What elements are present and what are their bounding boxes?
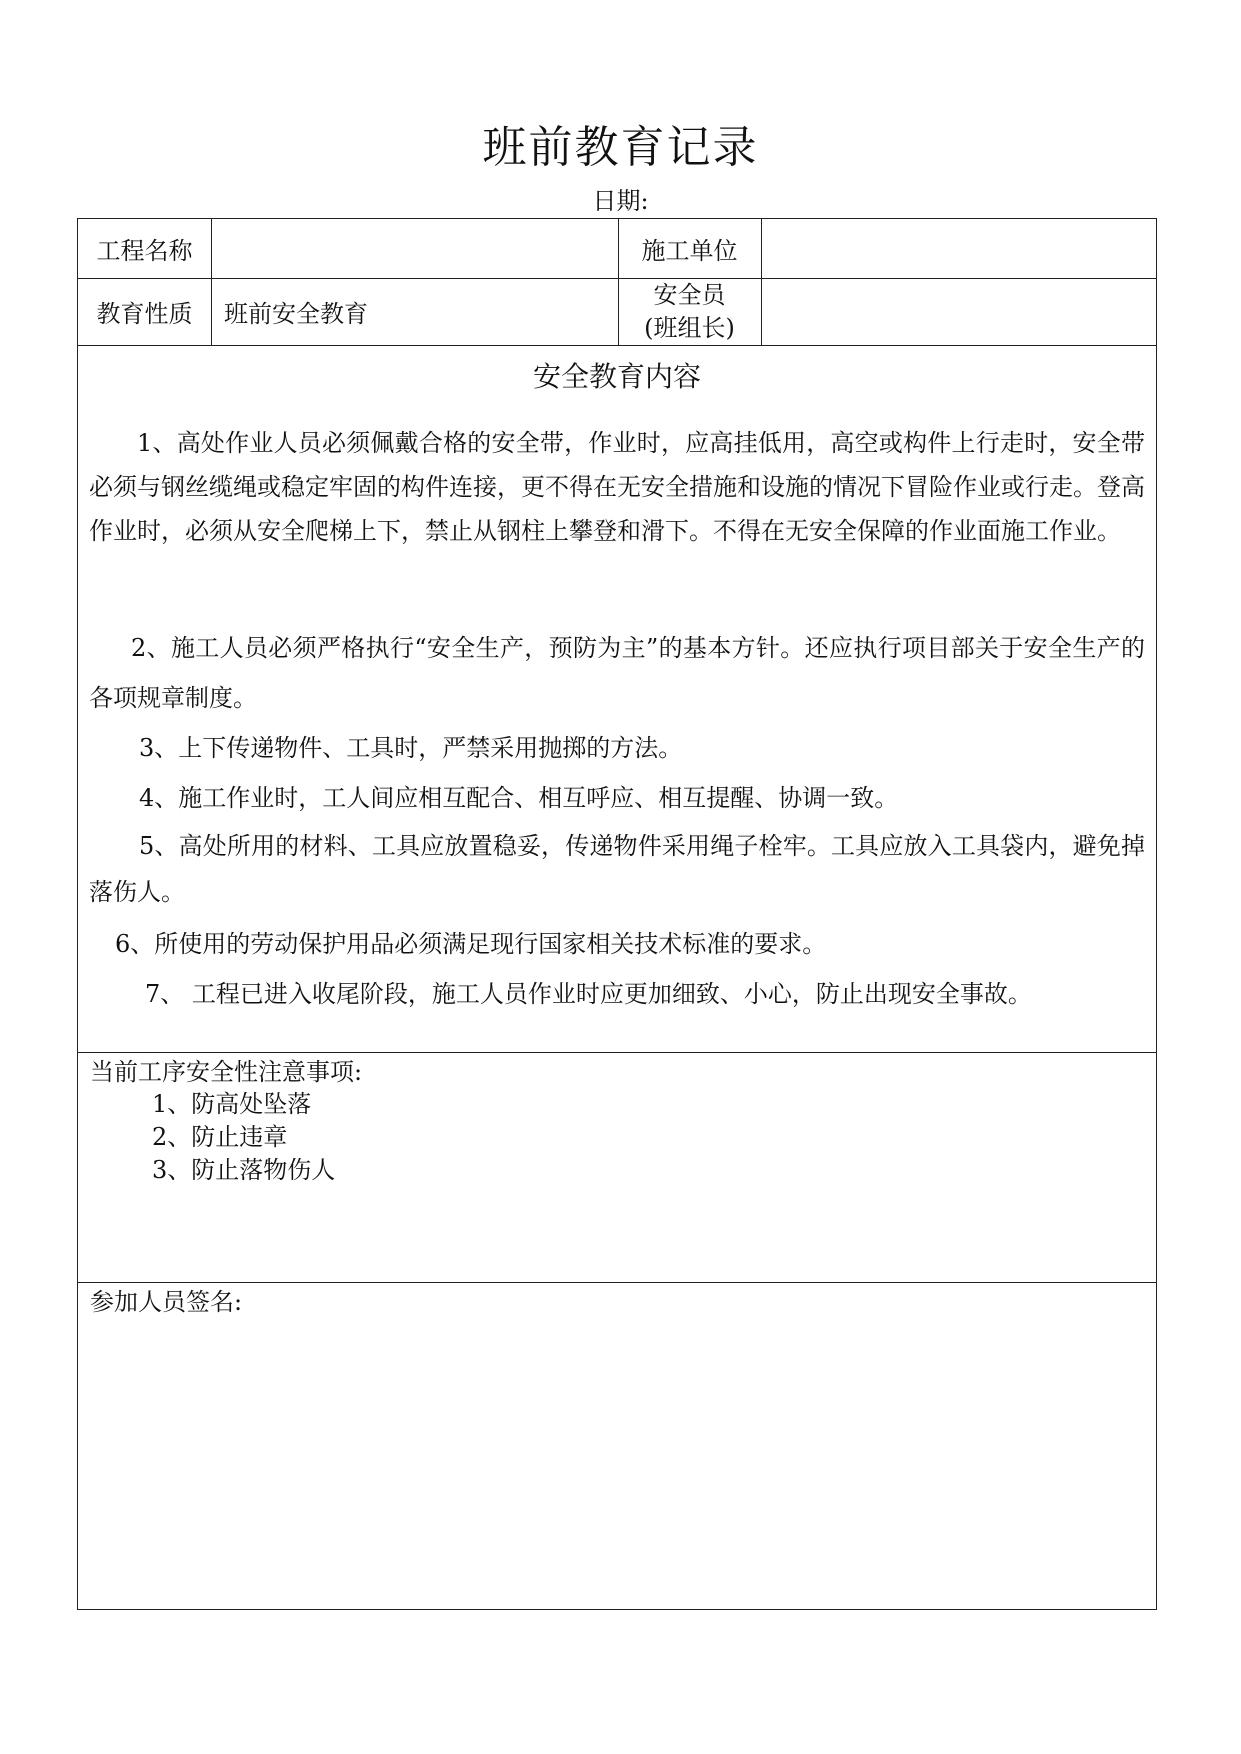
contractor-label: 施工单位: [641, 237, 738, 265]
content-item-3: 3、上下传递物件、工具时，严禁采用抛掷的方法。: [139, 734, 683, 762]
education-type-value: 班前安全教育: [224, 300, 368, 328]
safety-officer-label: [618, 278, 761, 345]
column-divider: [211, 219, 212, 345]
education-type-label: 教育性质: [96, 300, 193, 328]
content-item-7: 7、 工程已进入收尾阶段，施工人员作业时应更加细致、小心，防止出现安全事故。: [145, 980, 1032, 1008]
project-name-field[interactable]: [218, 219, 613, 278]
content-item-1: 1、高处作业人员必须佩戴合格的安全带，作业时，应高挂低用，高空或构件上行走时，安全带必须与钢丝缆绳或稳定牢固的构件连接，更不得在无安全措施和设施的情况下冒险作业或行走。登高作业时，必须从安全爬梯上下，禁止从钢柱上攀登和滑下。不得在无安全保障的作业面施工作业。: [89, 429, 1145, 545]
row-divider: [78, 345, 1156, 346]
row-divider: [78, 1052, 1156, 1053]
education-record-form: [77, 218, 1157, 1610]
row-divider: [78, 1282, 1156, 1283]
safety-officer-field[interactable]: [768, 278, 1153, 345]
content-item-4: 4、施工作业时，工人间应相互配合、相互呼应、相互提醒、协调一致。: [139, 784, 899, 812]
signatures-label: 参加人员签名:: [90, 1288, 243, 1316]
safety-officer-label-line1: 安全员: [653, 280, 726, 309]
content-item-6: 6、所使用的劳动保护用品必须满足现行国家相关技术标准的要求。: [115, 930, 827, 958]
precaution-item: 1、防高处坠落: [152, 1090, 312, 1118]
date-label: 日期:: [592, 187, 649, 215]
column-divider: [761, 219, 762, 345]
signature-area[interactable]: [88, 1321, 1146, 1601]
content-item-5: 5、高处所用的材料、工具应放置稳妥，传递物件采用绳子栓牢。工具应放入工具袋内，避免掉落伤人。: [89, 832, 1145, 906]
project-name-label: 工程名称: [96, 237, 193, 265]
precaution-item: 2、防止违章: [152, 1123, 288, 1151]
precautions-label: 当前工序安全性注意事项:: [90, 1058, 363, 1086]
contractor-field[interactable]: [768, 219, 1153, 278]
content-item-2: 2、施工人员必须严格执行“安全生产，预防为主”的基本方针。还应执行项目部关于安全生产的各项规章制度。: [89, 634, 1145, 712]
content-heading: 安全教育内容: [532, 360, 701, 393]
precaution-item: 3、防止落物伤人: [152, 1156, 336, 1184]
document-title: 班前教育记录: [482, 122, 759, 173]
safety-officer-label-line2: (班组长): [644, 313, 735, 342]
